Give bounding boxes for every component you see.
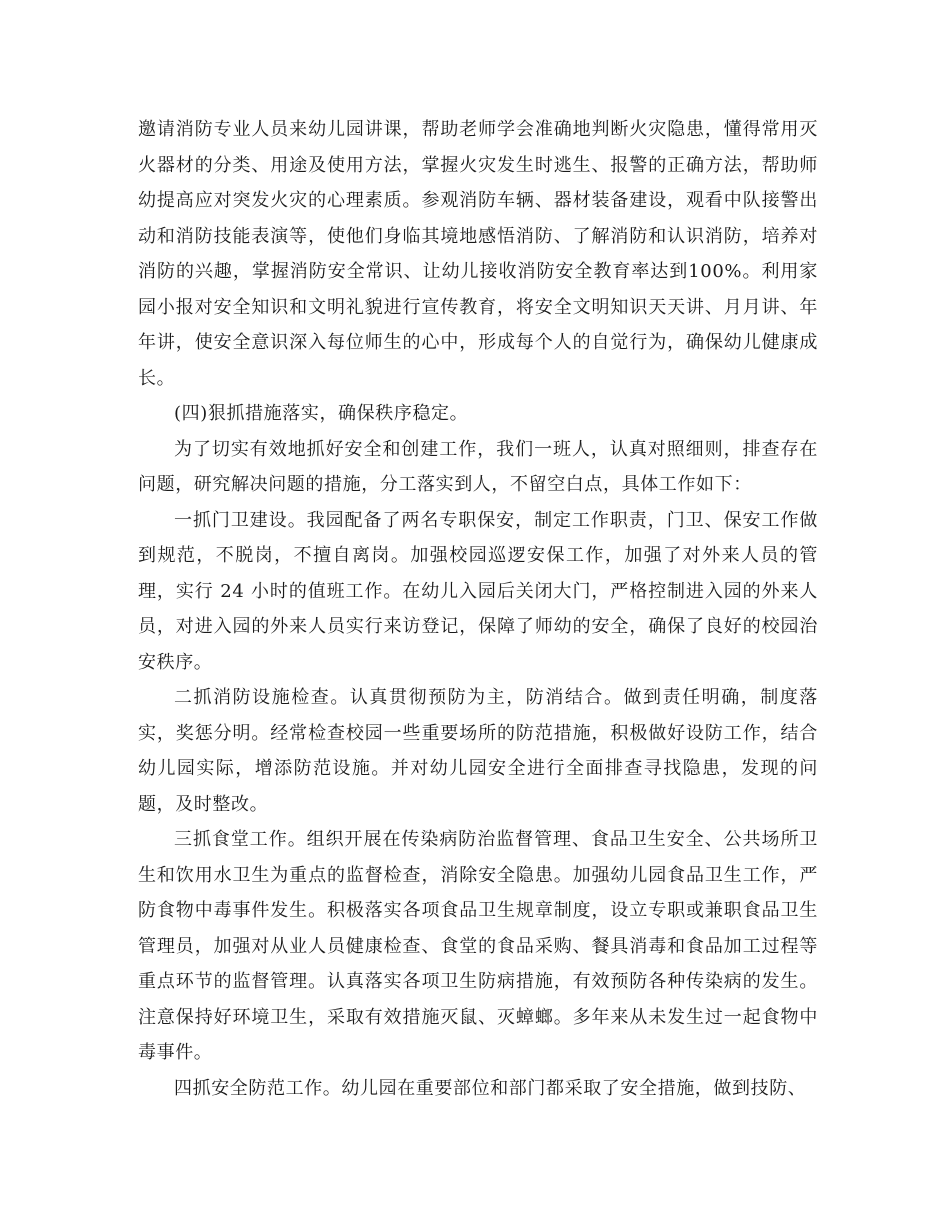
document-body <box>138 112 818 1106</box>
paragraph-canteen-work: 三抓食堂工作。组织开展在传染病防治监督管理、食品卫生安全、公共场所卫生和饮用水卫生为重点的监督检查，消除安全隐患。加强幼儿园食品卫生工作，严防食物中毒事件发生。积极落实各项食品卫生规章制度，设立专职或兼职食品卫生管理员，加强对从业人员健康检查、食堂的食品采购、餐具消毒和食品加工过程等重点环节的监督管理。认真落实各项卫生防病措施，有效预防各种传染病的发生。注意保持好环境卫生，采取有效措施灭鼠、灭蟑螂。多年来从未发生过一起食物中毒事件。 <box>138 829 818 1063</box>
section-heading-measures: (四)狠抓措施落实，确保秩序稳定。 <box>174 403 469 424</box>
paragraph-safety-prevention: 四抓安全防范工作。幼儿园在重要部位和部门都采取了安全措施，做到技防、 <box>174 1077 807 1099</box>
paragraph-work-overview: 为了切实有效地抓好安全和创建工作，我们一班人，认真对照细则，排查存在问题，研究解决问题的措施，分工落实到人，不留空白点，具体工作如下： <box>138 438 818 495</box>
paragraph-fire-safety-education: 邀请消防专业人员来幼儿园讲课，帮助老师学会准确地判断火灾隐患，懂得常用灭火器材的分类、用途及使用方法，掌握火灾发生时逃生、报警的正确方法，帮助师幼提高应对突发火灾的心理素质。参观消防车辆、器材装备建设，观看中队接警出动和消防技能表演等，使他们身临其境地感悟消防、了解消防和认识消防，培养对消防的兴趣，掌握消防安全常识、让幼儿接收消防安全教育率达到100%。利用家园小报对安全知识和文明礼貌进行宣传教育，将安全文明知识天天讲、月月讲、年年讲，使安全意识深入每位师生的心中，形成每个人的自觉行为，确保幼儿健康成长。 <box>138 119 818 389</box>
paragraph-gate-security: 一抓门卫建设。我园配备了两名专职保安，制定工作职责，门卫、保安工作做到规范，不脱岗，不擅自离岗。加强校园巡逻安保工作，加强了对外来人员的管理，实行 24 小时的值班工作。在幼儿入园后关闭大门，严格控制进入园的外来人员，对进入园的外来人员实行来访登记，保障了师幼的安全，确保了良好的校园治安秩序。 <box>138 509 818 673</box>
paragraph-fire-facilities: 二抓消防设施检查。认真贯彻预防为主，防消结合。做到责任明确，制度落实，奖惩分明。经常检查校园一些重要场所的防范措施，积极做好设防工作，结合幼儿园实际，增添防范设施。并对幼儿园安全进行全面排查寻找隐患，发现的问题，及时整改。 <box>138 687 818 815</box>
